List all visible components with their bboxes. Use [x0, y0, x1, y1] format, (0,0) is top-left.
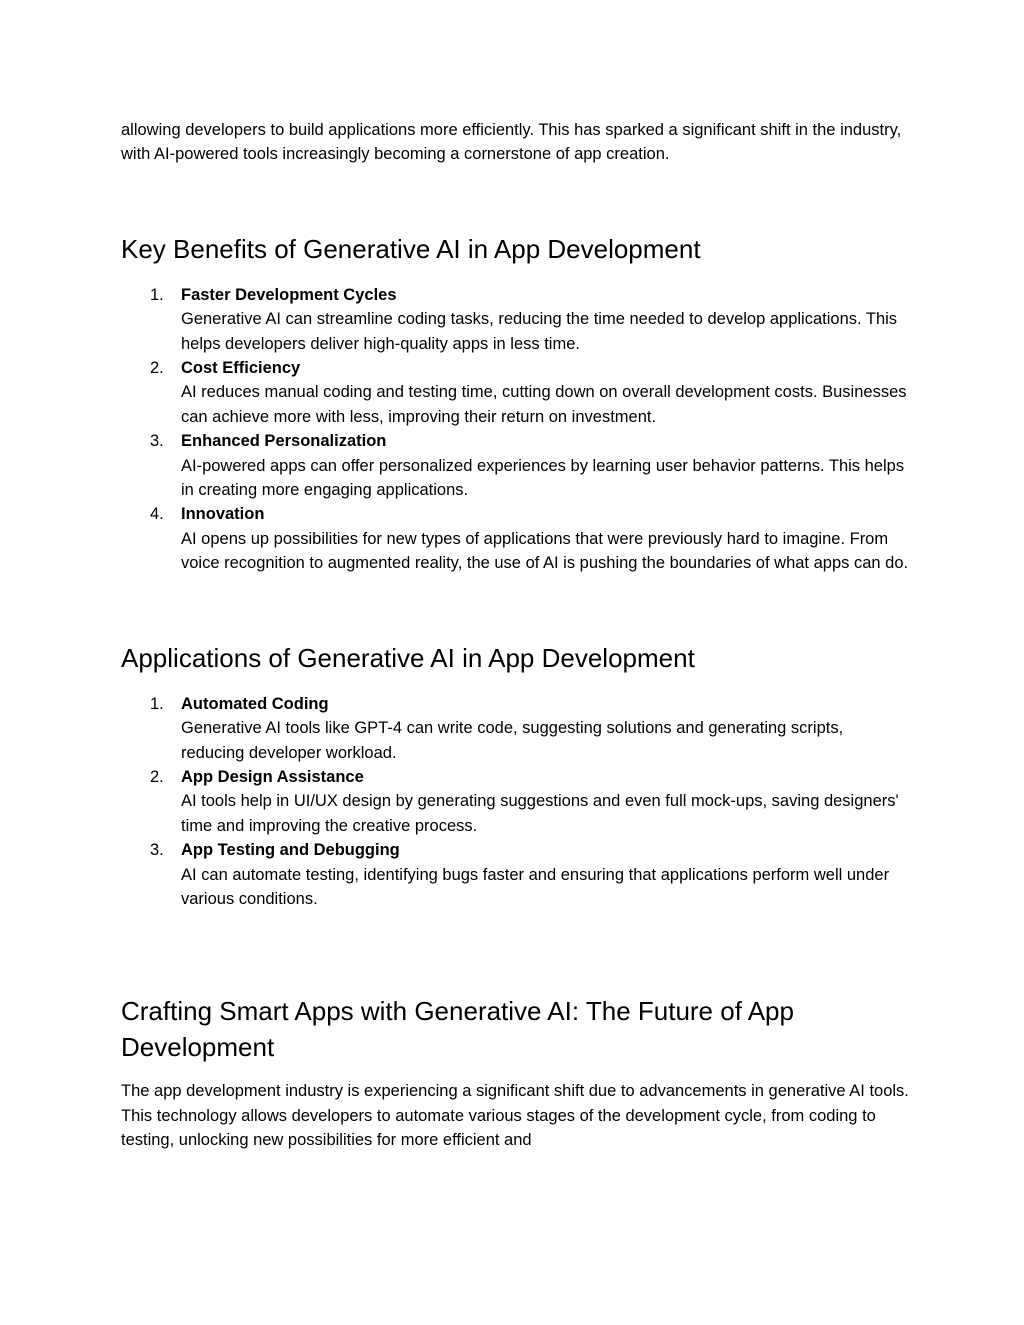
applications-list [121, 692, 911, 912]
list-item-description: Generative AI tools like GPT-4 can write code, suggesting solutions and generating scripts, reducing developer workload. [181, 719, 844, 762]
benefits-heading: Key Benefits of Generative AI in App Development [121, 233, 701, 264]
list-item [121, 356, 911, 429]
list-item [121, 838, 911, 911]
list-item-title: App Design Assistance [181, 767, 364, 786]
list-item [121, 283, 911, 356]
list-item-title: Faster Development Cycles [181, 285, 397, 304]
list-item [121, 765, 911, 838]
list-item-title: Enhanced Personalization [181, 432, 387, 451]
list-item [121, 429, 911, 502]
crafting-paragraph: The app development industry is experiencing a significant shift due to advancements in generative AI tools. This technology allows developers to automate various stages of the development cycle, from coding to testing, unlocking new possibilities for more efficient and [121, 1082, 909, 1150]
list-item [121, 502, 911, 575]
list-item [121, 692, 911, 765]
list-item-description: AI reduces manual coding and testing time, cutting down on overall development costs. Businesses can achieve more with less, improving their return on investment. [181, 383, 907, 426]
benefits-list [121, 283, 911, 576]
list-item-description: Generative AI can streamline coding tasks, reducing the time needed to develop applications. This helps developers deliver high-quality apps in less time. [181, 310, 898, 353]
intro-paragraph: allowing developers to build applications more efficiently. This has sparked a significant shift in the industry, with AI-powered tools increasingly becoming a cornerstone of app creation. [121, 121, 902, 164]
list-number: 1. [150, 285, 164, 304]
list-item-title: Automated Coding [181, 694, 329, 713]
list-item-description: AI tools help in UI/UX design by generating suggestions and even full mock-ups, saving designers' time and improving the creative process. [181, 792, 899, 835]
list-number: 4. [150, 505, 164, 524]
list-number: 3. [150, 432, 164, 451]
list-number: 1. [150, 694, 164, 713]
document-page [121, 118, 911, 1153]
list-item-title: Cost Efficiency [181, 359, 301, 378]
crafting-heading: Crafting Smart Apps with Generative AI: The Future of App Development [121, 996, 794, 1063]
list-item-description: AI can automate testing, identifying bugs faster and ensuring that applications perform well under various conditions. [181, 865, 890, 908]
list-item-description: AI opens up possibilities for new types of applications that were previously hard to imagine. From voice recognition to augmented reality, the use of AI is pushing the boundaries of what apps can do. [181, 529, 909, 573]
list-item-title: App Testing and Debugging [181, 841, 400, 860]
list-item-description: AI-powered apps can offer personalized experiences by learning user behavior patterns. This helps in creating more engaging applications. [181, 456, 905, 500]
list-number: 2. [150, 767, 164, 786]
list-item-title: Innovation [181, 505, 265, 524]
list-number: 3. [150, 841, 164, 860]
list-number: 2. [150, 359, 164, 378]
applications-heading: Applications of Generative AI in App Development [121, 642, 695, 673]
